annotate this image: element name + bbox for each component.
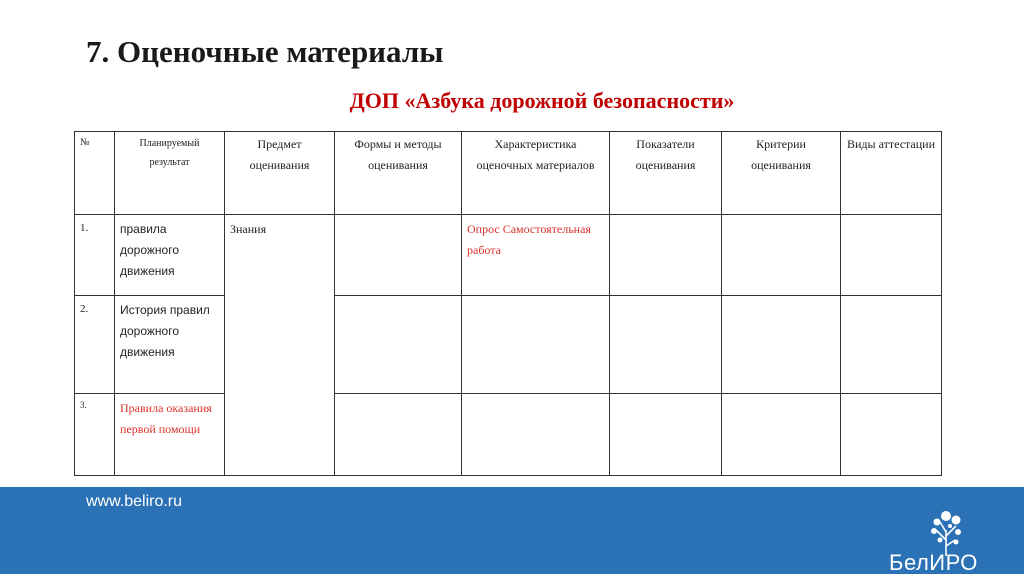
table-header-row — [75, 132, 942, 215]
row-number: 3. — [75, 394, 115, 476]
characteristics-cell: Опрос Самостоятельная работа — [462, 215, 610, 296]
indicators-cell — [610, 296, 722, 394]
header-criteria: Критерии оценивания — [722, 132, 841, 215]
header-number: № — [75, 132, 115, 215]
attestation-cell — [841, 394, 942, 476]
attestation-cell — [841, 215, 942, 296]
header-indicators: Показатели оценивания — [610, 132, 722, 215]
indicators-cell — [610, 215, 722, 296]
characteristics-cell — [462, 394, 610, 476]
row-number: 1. — [75, 215, 115, 296]
criteria-cell — [722, 215, 841, 296]
header-subject: Предмет оценивания — [225, 132, 335, 215]
forms-cell — [335, 394, 462, 476]
header-forms-methods: Формы и методы оценивания — [335, 132, 462, 215]
characteristics-cell — [462, 296, 610, 394]
beliro-logo — [889, 510, 999, 574]
slide-subtitle: ДОП «Азбука дорожной безопасности» — [349, 88, 735, 113]
header-planned-result: Планируемый результат — [115, 132, 225, 215]
attestation-cell — [841, 296, 942, 394]
subject-cell: Знания — [225, 215, 335, 476]
criteria-cell — [722, 394, 841, 476]
table-row — [75, 394, 942, 476]
header-attestation: Виды аттестации — [841, 132, 942, 215]
forms-cell — [335, 215, 462, 296]
planned-result-cell: Правила оказания первой помощи — [115, 394, 225, 476]
assessment-table — [74, 131, 942, 476]
logo-text: БелИРО — [889, 550, 978, 575]
planned-result-cell: правила дорожного движения — [115, 215, 225, 296]
row-number: 2. — [75, 296, 115, 394]
criteria-cell — [722, 296, 841, 394]
planned-result-cell: История правил дорожного движения — [115, 296, 225, 394]
slide-title: 7. Оценочные материалы — [86, 34, 444, 69]
indicators-cell — [610, 394, 722, 476]
table-row — [75, 215, 942, 296]
forms-cell — [335, 296, 462, 394]
table-row — [75, 296, 942, 394]
header-characteristics: Характеристика оценочных материалов — [462, 132, 610, 215]
website-link[interactable]: www.beliro.ru — [86, 493, 183, 510]
footer-bar — [0, 487, 1024, 574]
